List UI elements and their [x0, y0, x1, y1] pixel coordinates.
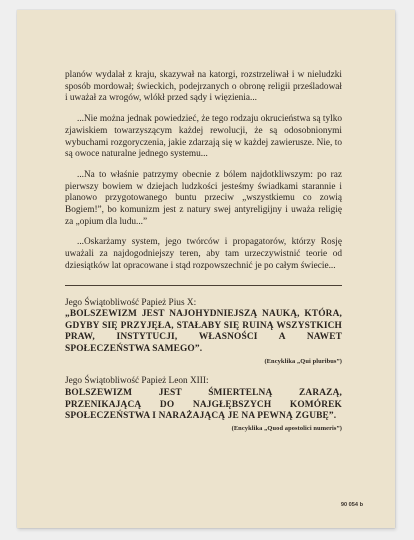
paragraph-2: ...Nie można jednak powiedzieć, że tego rodzaju okrucieństwa są tylko zjawiskiem towarzyszącym każdej rewolucji, że są odosobnionymi wybuchami rozgoryczenia, jakie zdarzają się w każdej zawierusze. Nie, to są owoce naturalne jednego systemu...: [65, 114, 342, 160]
quote-2-source: (Encyklika „Quod apostolici numeris”): [231, 424, 342, 432]
document-page: [17, 10, 395, 528]
quote-1-source: (Encyklika „Qui pluribus”): [264, 357, 342, 365]
divider-line: [65, 285, 342, 286]
quote-2-text: BOLSZEWIZM JEST ŚMIERTELNĄ ZARAZĄ, PRZENIKAJĄCĄ DO NAJGŁĘBSZYCH KOMÓREK SPOŁECZEŃSTWA I NARAŻAJĄCĄ JE NA PEWNĄ ZGUBĘ”.: [65, 388, 342, 422]
quote-2-intro: Jego Świątobliwość Papież Leon XIII:: [65, 376, 209, 387]
quote-1-intro: Jego Świątobliwość Papież Pius X:: [65, 297, 197, 308]
paragraph-4: ...Oskarżamy system, jego twórców i propagatorów, którzy Rosję uważali za najdogodniejszy teren, aby tam urzeczywistnić teorie od dziesiątków lat opracowane i stąd rozpowszechnić je po całym świecie...: [65, 237, 342, 271]
paragraph-1: planów wydalał z kraju, skazywał na katorgi, rozstrzeliwał i w nieludzki sposób mordował; świeckich, podejrzanych o obronę religii prześladował i uważał za wrogów, wlókł przed sądy i więzienia...: [65, 70, 342, 104]
print-code: 90 054 b: [340, 502, 363, 508]
paragraph-3: ...Na to właśnie patrzymy obecnie z bólem najdotkliwszym: po raz pierwszy bowiem w dziejach ludzkości jesteśmy świadkami starannie i planowo przygotowanego buntu przeciw „wszystkiemu co zowią Bogiem!”, bo komunizm jest z natury swej antyreligijny i uważa religię za „opium dla ludu...”: [65, 169, 342, 227]
quote-1-text: „BOLSZEWIZM JEST NAJOHYDNIEJSZĄ NAUKĄ, KTÓRA, GDYBY SIĘ PRZYJĘŁA, STAŁABY SIĘ RUINĄ WSZYSTKICH PRAW, INSTYTUCJI, WŁASNOŚCI A NAWET SPOŁECZEŃSTWA SAMEGO”.: [65, 309, 342, 355]
document-text: [65, 70, 342, 435]
